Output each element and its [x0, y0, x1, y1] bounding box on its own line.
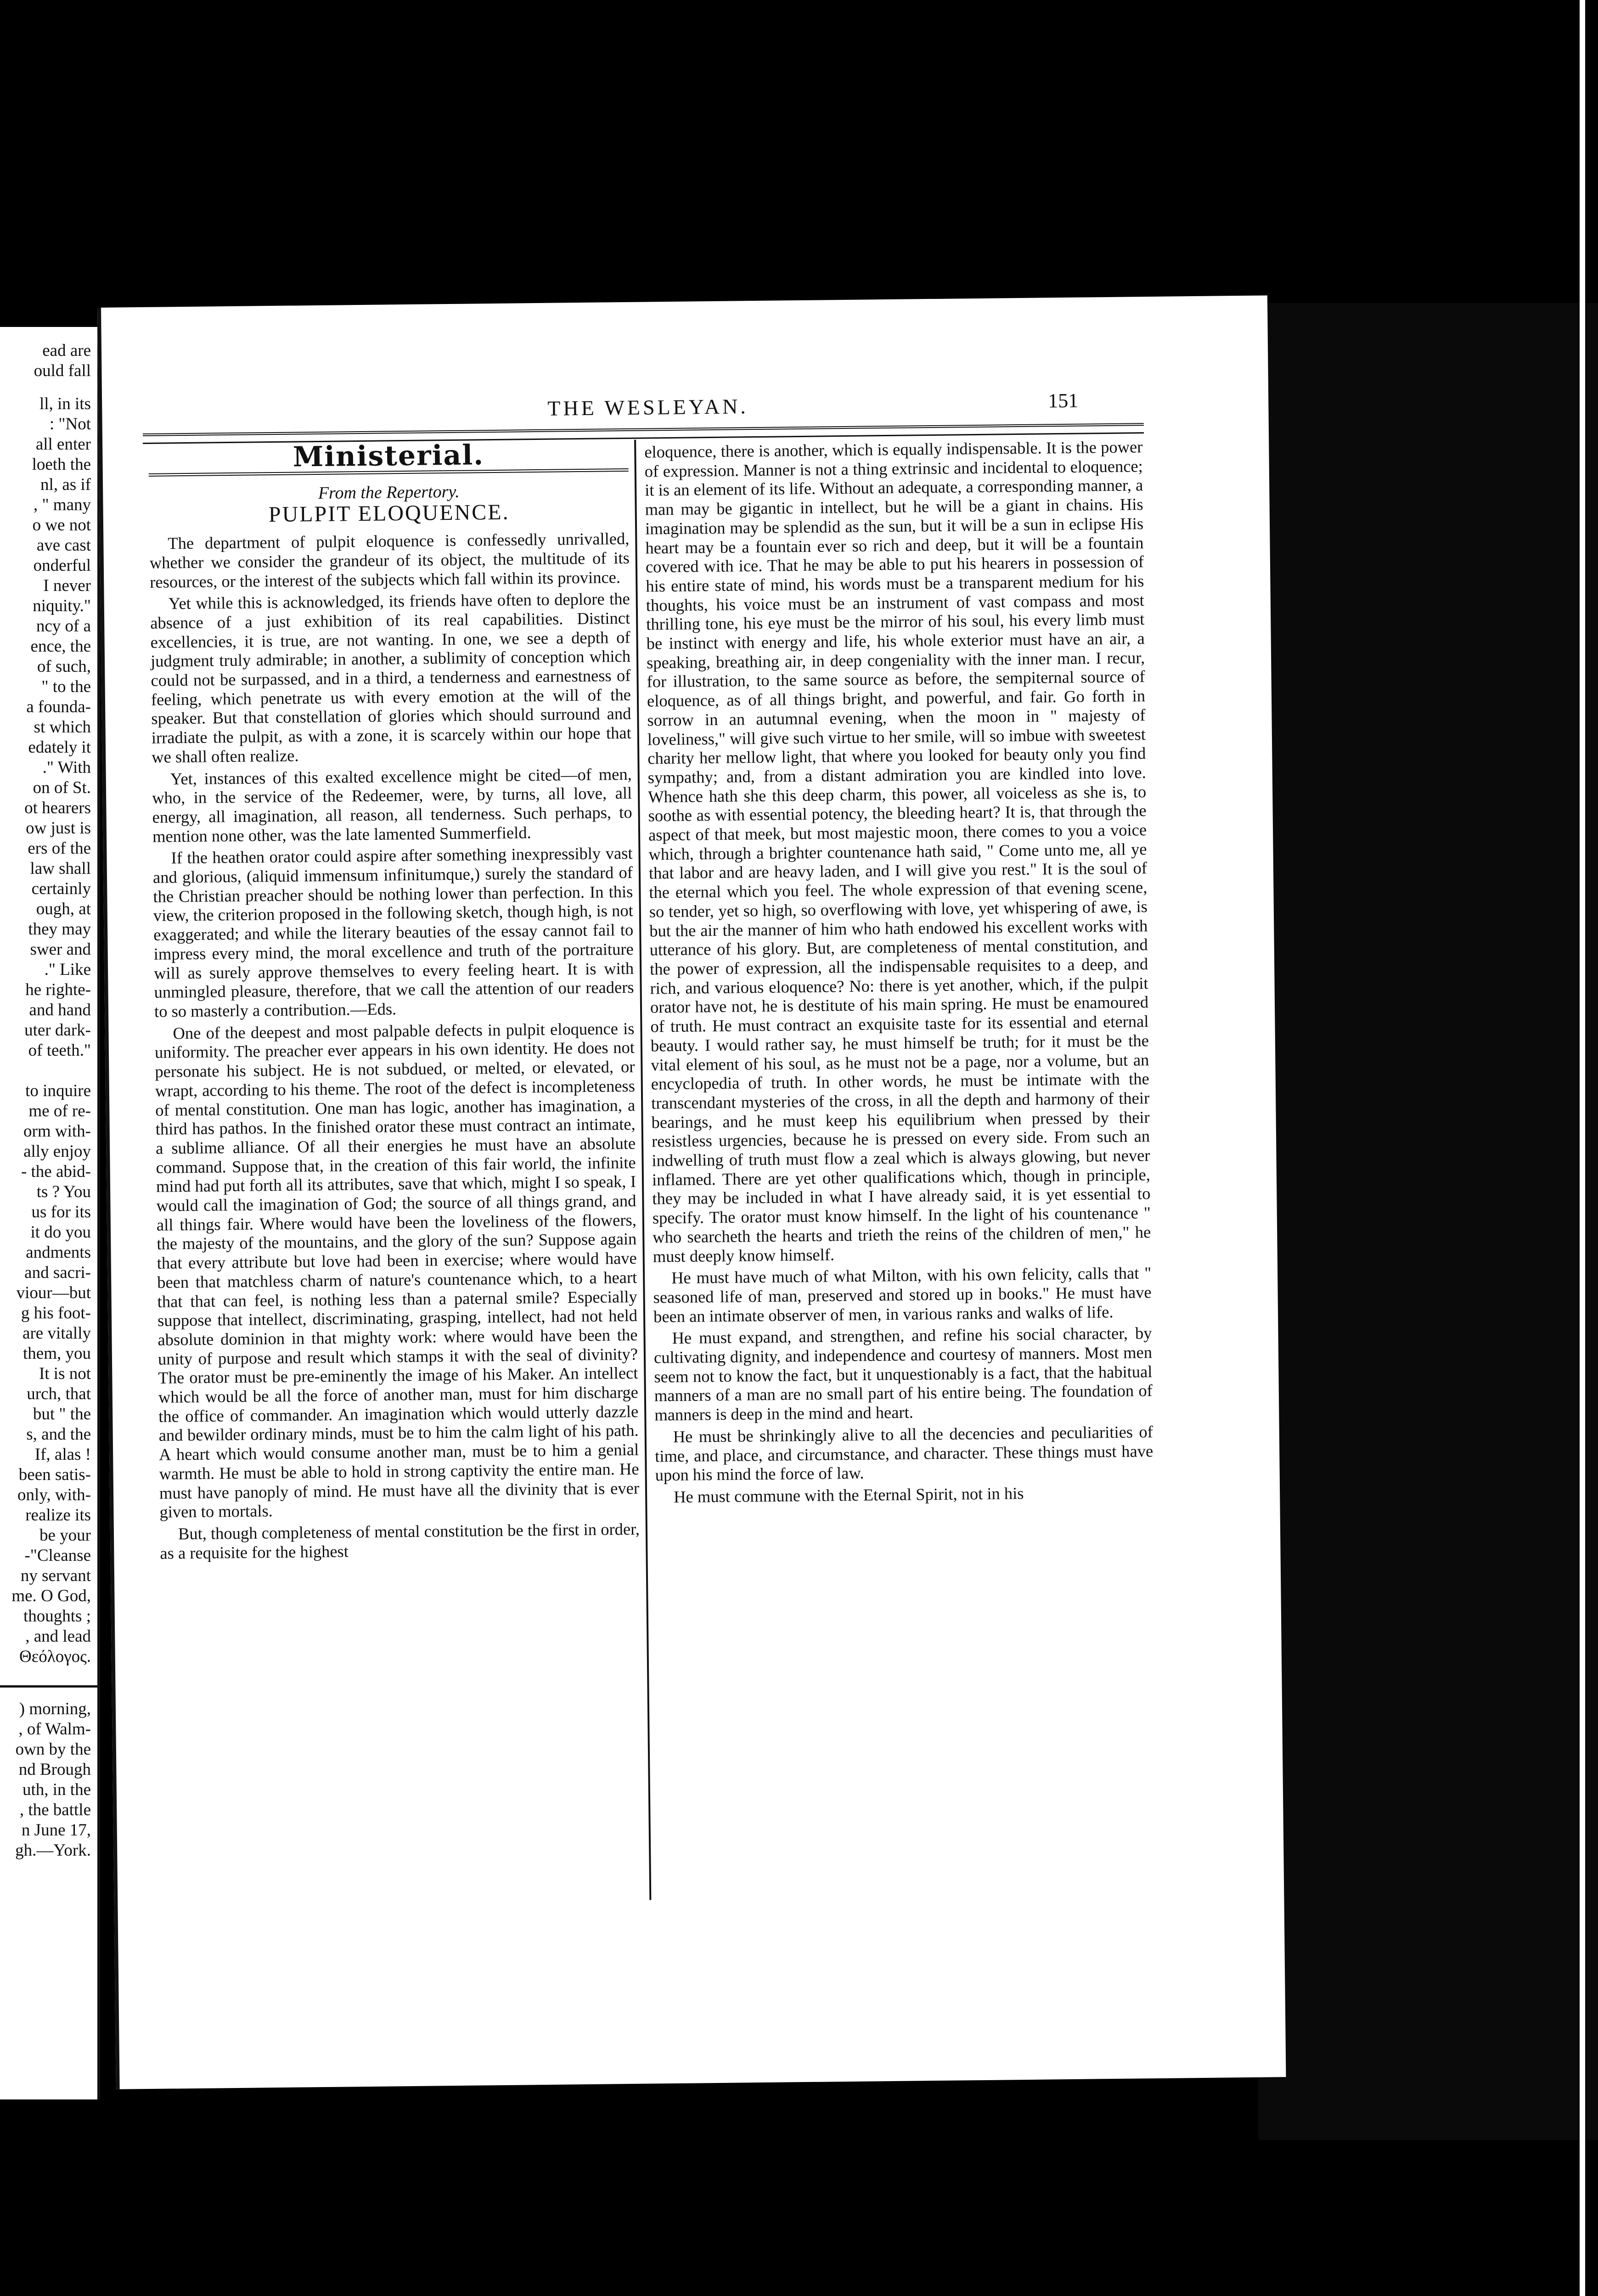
previous-page-line: ot hearers: [24, 799, 91, 817]
previous-page-line: If, alas !: [34, 1445, 91, 1464]
previous-page-line: , and lead: [25, 1627, 91, 1646]
article-title: PULPIT ELOQUENCE.: [268, 500, 510, 527]
previous-page-line: ." Like: [44, 960, 91, 979]
left-column: [148, 440, 640, 1565]
previous-page-line: loeth the: [32, 455, 91, 474]
previous-page-line: I never: [43, 576, 91, 595]
previous-page-line: st which: [34, 718, 91, 737]
paragraph: He must commune with the Eternal Spirit, not in his: [673, 1483, 1024, 1506]
previous-page-line: own by the: [15, 1740, 91, 1759]
scan-shadow: [1258, 303, 1598, 2140]
source-line: From the Repertory.: [318, 482, 460, 503]
newspaper-page: [97, 295, 1286, 2089]
paragraph: One of the deepest and most palpable defects in pulpit eloquence is uniformity. The preacher ever appears in his own identity. He does not personate his subject. He is not subdued, or melted, or elevated, or wrapt, according to his theme. The root of the defect is incompleteness of mental constitution. One man has logic, another has imagination, a third has pathos. In the finished orator these must contract an intimate, a sublime alliance. Of all their energies he must have an absolute command. Suppose that, in the creation of this fair world, the infinite mind had put forth all its attributes, save that which, might I so speak, I would call the imagination of God; the source of all things grand, and all things fair. Where would have been the loveliness of the flowers, the majesty of the mountains, and the glory of the sun? Suppose again that every attribute but love had been in exercise; where would have been that matchless charm of nature's countenance which, to a heart that that can feel, is nothing less than a paternal smile? Especially suppose that intellect, discriminating, grasping, intellect, had not held absolute dominion in that mighty work: where would have been the unity of purpose and result which stamps it with the seal of divinity? The orator must be pre-eminently the image of his Maker. An intellect which would be all the force of another man, must for him discharge the office of commander. An imagination which would utterly dazzle and bewilder ordinary minds, must be to him the calm light of his path. A heart which would consume another man, must be to him a genial warmth. He must be able to hold in strong captivity the entire man. He must have panoply of mind. He must have all the divinity that is ever given to mortals.: [154, 1019, 640, 1521]
previous-page-line: ead are: [42, 341, 91, 360]
previous-page-line: of teeth.": [28, 1041, 91, 1060]
paragraph: The department of pulpit eloquence is confessedly unrivalled, whether we consider the grandeur of its object, the multitude of its resources, or the interest of the subjects which fall within its province.: [149, 529, 630, 591]
previous-page-line: ave cast: [36, 536, 91, 555]
previous-page-line: swer and: [30, 940, 91, 959]
previous-page-line: them, you: [23, 1344, 91, 1363]
previous-page-line: ence, the: [30, 637, 91, 656]
previous-page-line: , " many: [33, 495, 91, 514]
previous-page-line: he righte-: [25, 980, 91, 999]
running-head: [102, 388, 1268, 428]
previous-page-line: ll, in its: [39, 394, 91, 413]
previous-page-line: a founda-: [26, 698, 91, 716]
previous-page-line: ally enjoy: [23, 1142, 91, 1161]
previous-page-line: of such,: [37, 657, 91, 676]
previous-page-line: " to the: [41, 677, 91, 696]
previous-page-line: law shall: [30, 859, 91, 878]
paragraph: He must have much of what Milton, with his own felicity, calls that " seasoned life of man, preserved and stored up in books." He must have been an intimate observer of men, in various ranks and walks of life.: [653, 1263, 1152, 1326]
paragraph: Yet while this is acknowledged, its friends have often to deplore the absence of a just exhibition of its real capabilities. Distinct excellencies, it is true, are not wanting. In one, we see a depth of judgment truly admirable; in another, a sublimity of conception which could not be surpassed, and in a third, a tenderness and earnestness of feeling, which penetrate us with every emotion at the will of the speaker. But that constellation of glories which should surround and irradiate the pulpit, as with a zone, it is scarcely within our hope that we shall often realize.: [150, 589, 631, 766]
previous-page-line: been satis-: [18, 1465, 91, 1484]
paragraph: He must expand, and strengthen, and refine his social character, by cultivating dignity, and independence and courtesy of manners. Most men seem not to know the fact, but it unquestionably is a fact, that the habitual manners of a man are no small part of his entire being. The foundation of manners is deep in the mind and heart.: [653, 1323, 1153, 1424]
previous-page-line: and hand: [29, 1001, 91, 1019]
previous-page-line: onderful: [33, 556, 91, 575]
previous-page-line: s, and the: [26, 1425, 91, 1444]
previous-page-line: g his foot-: [21, 1304, 91, 1322]
previous-page-line: uth, in the: [22, 1780, 91, 1799]
previous-page-line: , of Walm-: [18, 1720, 91, 1739]
previous-page-line: gh.—York.: [15, 1841, 91, 1860]
previous-page-line: - the abid-: [21, 1162, 91, 1181]
previous-page-line: to inquire: [25, 1081, 91, 1100]
paragraph: Yet, instances of this exalted excellence might be cited—of men, who, in the service of the Redeemer, were, by turns, all love, all energy, all imagination, all reason, all tenderness. Such perhaps, to mention none other, was the late lamented Summerfield.: [152, 764, 632, 846]
previous-page-line: and sacri-: [24, 1263, 91, 1282]
previous-page-line: ." With: [42, 758, 91, 777]
right-column: [644, 437, 1153, 1509]
paragraph: If the heathen orator could aspire after something inexpressibly vast and glorious, (aliquid immensum infinitumque,) surely the standard of the Christian preacher should be nothing lower than perfection. In this view, the criterion proposed in the following sketch, though high, is not exaggerated; and while the literary beauties of the essay cannot fail to impress every mind, the moral excellence and truth of the portraiture will as surely approve themselves to every feeling heart. It is with unmingled pleasure, therefore, that we call the attention of our readers to so masterly a contribution.—Eds.: [152, 844, 634, 1021]
section-heading: Ministerial.: [293, 439, 484, 473]
previous-page-line: are vitally: [23, 1324, 91, 1343]
previous-page-line: ts ? You: [36, 1182, 91, 1201]
previous-page-line: viour—but: [16, 1283, 91, 1302]
paragraph: eloquence, there is another, which is equally indispensable. It is the power of expression. Manner is not a thing extrinsic and incidental to eloquence; it is an element of its life. Without an adequate, a corresponding manner, a man may be gigantic in intellect, but he will be a giant in chains. His imagination may be splendid as the sun, but it will be a sun in eclipse His heart may be a fountain ever so rich and deep, but it will be a fountain covered with ice. That he may be able to put his hearers in possession of his entire state of mind, his words must be a transparent medium for his thoughts, his voice must be an instrument of vast compass and most thrilling tone, his eye must be the mirror of his soul, his every limb must be instinct with energy and life, his whole exterior must have an air, a speaking, breathing air, in deep congeniality with the inner man. I recur, for illustration, to the same source as before, the sempiternal source of eloquence, as of all things bright, and powerful, and fair. Go forth in sorrow in an autumnal evening, when the moon in " majesty of loveliness," will give such virtue to her smile, will so imbue with sweetest charity her mellow light, that where you looked for beauty only you find sympathy; and, from a distant admiration you are kindled into love. Whence hath she this deep charm, this power, all voiceless as she is, to soothe as with essential potency, the bleeding heart? It is, that through the aspect of that meek, but most majestic moon, there comes to you a voice which, through a brighter countenance hath said, " Come unto me, all ye that labor and are heavy laden, and I will give you rest." It is the soul of the eternal which you feel. The whole expression of that evening scene, so tender, yet so high, so overflowing with love, yet whispering of awe, is but the air the manner of him who hath endowed his excellent works with utterance of his glory. But, are completeness of mental constitution, and the power of expression, all the indispensable requisites to a deep, and rich, and various eloquence? No: there is yet another, which, if the pulpit orator have not, he is destitute of his main spring. He must be enamoured of truth. He must contract an exquisite taste for its essential and eternal beauty. I would rather say, he must himself be truth; for it must be the vital element of his soul, as he must not be a page, nor a volume, but an encyclopedia of truth. In other words, he must be intimate with the transcendant mysteries of the cross, in all the depth and harmony of their bearings, and he must keep his equilibrium when pressed by their resistless urgencies, because he is pressed on every side. From such an indwelling of truth must flow a zeal which is always glowing, but never inflamed. There are yet other qualifications which, though in principle, they may be included in what I have already said, it is yet essential to specify. The orator must know himself. In the light of his countenance " who searcheth the hearts and trieth the reins of the children of men," he must deeply know himself.: [644, 437, 1151, 1266]
previous-page-line: ) morning,: [19, 1699, 91, 1718]
previous-page-line: : "Not: [49, 415, 91, 433]
previous-page-line: ould fall: [34, 361, 91, 380]
previous-page-line: nd Brough: [18, 1760, 91, 1779]
previous-page-line: , the battle: [19, 1801, 91, 1819]
previous-page-line: edately it: [28, 738, 91, 757]
previous-page-line: be your: [39, 1526, 91, 1545]
previous-page-line: all enter: [35, 435, 91, 454]
previous-page-line: niquity.": [33, 597, 91, 615]
right-column-text: [644, 437, 1153, 1507]
previous-page-line: on of St.: [33, 778, 91, 797]
previous-page-line: ny servant: [20, 1566, 91, 1585]
previous-page-line: us for its: [31, 1203, 91, 1221]
paragraph: But, though completeness of mental constitution be the first in order, as a requisite for the highest: [160, 1519, 640, 1563]
previous-page-line: me of re-: [28, 1102, 91, 1120]
previous-page-line: only, with-: [17, 1486, 91, 1504]
previous-page-line: urch, that: [27, 1384, 91, 1403]
running-title: THE WESLEYAN.: [547, 394, 749, 420]
previous-page-line: but " the: [33, 1405, 91, 1424]
previous-page-line: andments: [26, 1243, 91, 1262]
previous-page-line: ncy of a: [36, 617, 91, 636]
previous-page-line: -"Cleanse: [24, 1546, 91, 1565]
previous-page-line: orm with-: [23, 1122, 91, 1141]
left-column-text: [149, 529, 640, 1563]
previous-page-edge: [0, 327, 100, 2099]
previous-page-line: they may: [28, 920, 91, 939]
previous-page-line: it do you: [30, 1223, 91, 1242]
previous-page-line: It is not: [39, 1364, 91, 1383]
previous-page-line: ers of the: [28, 839, 91, 858]
scan-edge-bar: [1580, 0, 1585, 2296]
previous-page-line: uter dark-: [24, 1021, 91, 1040]
previous-page-line: realize its: [25, 1506, 91, 1525]
previous-page-line: n June 17,: [21, 1821, 91, 1840]
previous-page-line: Θεόλογος.: [19, 1647, 91, 1666]
previous-page-line: ough, at: [36, 900, 91, 918]
previous-page-line: thoughts ;: [23, 1607, 91, 1626]
previous-page-line: ow just is: [26, 819, 91, 838]
previous-page-line: o we not: [32, 516, 91, 535]
previous-page-line: certainly: [31, 879, 91, 898]
paragraph: He must be shrinkingly alive to all the decencies and peculiarities of time, and place, and circumstance, and character. These things must have upon his mind the force of law.: [655, 1422, 1153, 1485]
page-number: 151: [1047, 389, 1079, 412]
previous-page-rule: [0, 1685, 97, 1688]
previous-page-line: nl, as if: [40, 475, 91, 494]
previous-page-line: me. O God,: [11, 1587, 91, 1605]
